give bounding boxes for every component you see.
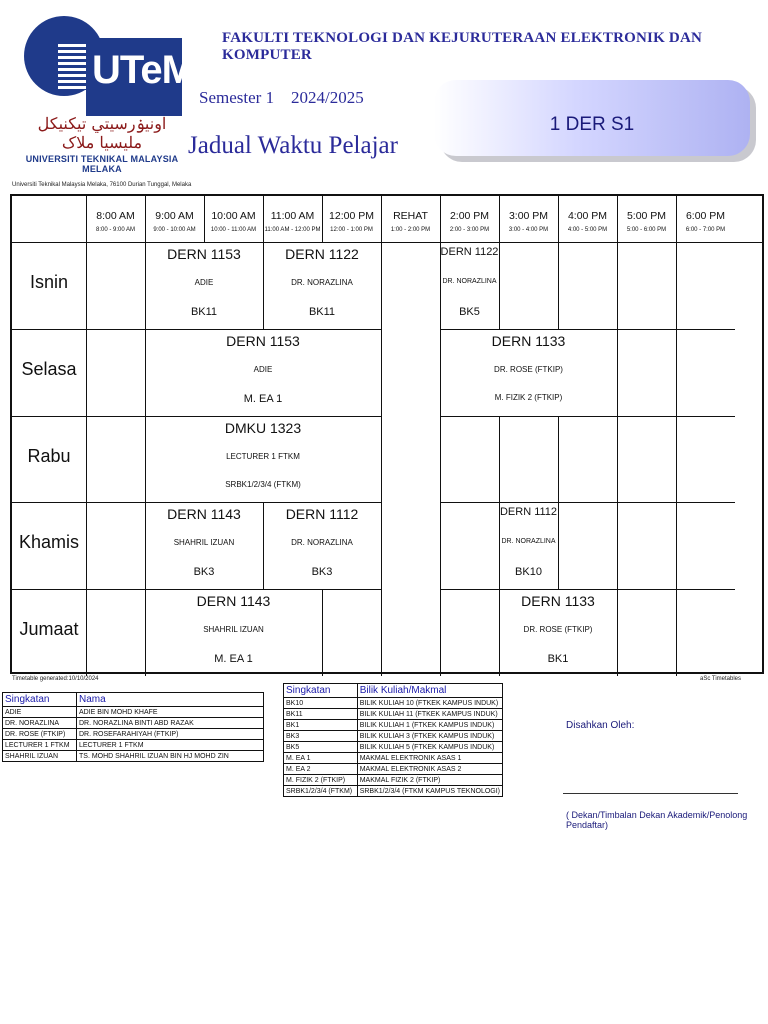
column-divider (322, 589, 323, 676)
column-divider (440, 502, 441, 589)
room-cell: BILIK KULIAH 3 (FTKEK KAMPUS INDUK) (357, 731, 502, 742)
slot-range-label: 4:00 - 5:00 PM (567, 227, 608, 233)
header-divider (12, 242, 762, 243)
abbr-cell: SHAHRIL IZUAN (3, 751, 77, 762)
table-row (3, 729, 264, 740)
column-divider (558, 242, 559, 329)
faculty-name: FAKULTI TEKNOLOGI DAN KEJURUTERAAN ELEKTRONIK DAN KOMPUTER (222, 30, 703, 63)
room-name: BK1 (547, 653, 569, 666)
course-code: DERN 1122 (285, 246, 359, 262)
room-name: SRBK1/2/3/4 (FTKM) (225, 479, 301, 489)
slot-range-label: 12:00 - 1:00 PM (330, 227, 373, 233)
room-cell: BILIK KULIAH 11 (FTKEK KAMPUS INDUK) (357, 709, 502, 720)
column-divider (558, 502, 559, 589)
column-divider (381, 242, 382, 329)
column-divider (676, 242, 677, 329)
column-divider (86, 196, 87, 242)
column-divider (558, 196, 559, 242)
table-row (284, 742, 503, 753)
software-credit: aSc Timetables (700, 676, 742, 682)
day-label: Khamis (18, 532, 80, 553)
name-cell: TS. MOHD SHAHRIL IZUAN BIN HJ MOHD ZIN (77, 751, 264, 762)
column-divider (86, 416, 87, 503)
room-name: BK10 (515, 566, 542, 579)
semester-label: Semester 1 (199, 88, 275, 107)
column-divider (86, 589, 87, 676)
column-divider (263, 196, 264, 242)
lecturer-name: SHAHRIL IZUAN (203, 625, 264, 635)
slot-range-label: 11:00 AM - 12:00 PM (264, 227, 321, 233)
course-code: DMKU 1323 (224, 419, 302, 436)
table-row (284, 720, 503, 731)
column-divider (381, 589, 382, 676)
room-name: BK11 (308, 306, 336, 318)
course-code: DERN 1122 (440, 246, 499, 258)
row-divider (440, 589, 735, 590)
lecturer-name: LECTURER 1 FTKM (226, 451, 300, 461)
column-header: Singkatan (284, 684, 358, 698)
room-cell: MAKMAL FIZIK 2 (FTKIP) (357, 775, 502, 786)
university-logo (22, 14, 194, 174)
slot-time-label: 3:00 PM (508, 210, 549, 222)
row-divider (12, 589, 381, 590)
university-address: Universiti Teknikal Malaysia Melaka, 76100 Durian Tunggal, Melaka (12, 182, 192, 188)
logo-box (86, 38, 194, 116)
course-code: DERN 1112 (499, 506, 558, 519)
abbr-cell: BK10 (284, 698, 358, 709)
row-divider (440, 416, 735, 417)
column-divider (440, 416, 441, 503)
abbr-cell: BK1 (284, 720, 358, 731)
slot-time-label: 4:00 PM (567, 210, 608, 222)
column-divider (145, 196, 146, 242)
slot-time-label: 6:00 PM (685, 210, 726, 222)
table-row (284, 698, 503, 709)
signatory-role: ( Dekan/Timbalan Dekan Akademik/Penolong Pendaftar) (566, 810, 748, 830)
column-divider (204, 196, 205, 242)
table-row (3, 707, 264, 718)
name-cell: ADIE BIN MOHD KHAFE (77, 707, 264, 718)
abbr-cell: M. FIZIK 2 (FTKIP) (284, 775, 358, 786)
abbr-cell: BK11 (284, 709, 358, 720)
column-divider (381, 196, 382, 242)
column-divider (86, 242, 87, 329)
day-label: Jumaat (19, 619, 79, 640)
abbr-cell: ADIE (3, 707, 77, 718)
lecturer-name: SHAHRIL IZUAN (173, 538, 235, 548)
room-cell: BILIK KULIAH 10 (FTKEK KAMPUS INDUK) (357, 698, 502, 709)
table-row (284, 753, 503, 764)
page-title: Jadual Waktu Pelajar (188, 132, 398, 159)
column-divider (617, 416, 618, 503)
lecturer-name: DR. NORAZLINA (442, 278, 497, 285)
lecturer-name: DR. NORAZLINA (291, 278, 353, 287)
slot-range-label: 1:00 - 2:00 PM (390, 227, 431, 233)
table-header-row (3, 693, 264, 707)
lecturer-name: DR. NORAZLINA (291, 538, 353, 548)
slot-time-label: 11:00 AM (270, 210, 315, 222)
column-divider (86, 502, 87, 589)
slot-time-label: 9:00 AM (155, 210, 194, 222)
room-name: BK5 (459, 306, 480, 318)
course-code: DERN 1133 (521, 593, 595, 610)
column-divider (617, 329, 618, 416)
room-name: M. EA 1 (214, 653, 253, 666)
room-name: BK11 (190, 306, 218, 318)
table-row (284, 731, 503, 742)
room-cell: MAKMAL ELEKTRONIK ASAS 2 (357, 764, 502, 775)
column-divider (676, 416, 677, 503)
column-divider (499, 196, 500, 242)
row-divider (12, 416, 381, 417)
table-row (284, 764, 503, 775)
slot-range-label: 9:00 - 10:00 AM (153, 227, 196, 233)
abbr-cell: BK3 (284, 731, 358, 742)
column-divider (440, 196, 441, 242)
signature-line (563, 793, 738, 794)
session-label: 2024/2025 (291, 88, 364, 107)
table-row (284, 786, 503, 797)
slot-time-label: 2:00 PM (449, 210, 490, 222)
course-code: DERN 1143 (196, 593, 271, 610)
slot-range-label: 2:00 - 3:00 PM (449, 227, 490, 233)
logo-abbr: UTeM (92, 48, 194, 92)
room-name: BK3 (311, 566, 333, 579)
column-divider (86, 329, 87, 416)
lecturer-name: ADIE (194, 278, 214, 287)
lecturer-name: DR. ROSE (FTKIP) (523, 625, 593, 635)
abbr-cell: DR. ROSE (FTKIP) (3, 729, 77, 740)
lecturer-name: ADIE (253, 364, 273, 374)
table-row (3, 740, 264, 751)
column-header: Nama (77, 693, 264, 707)
table-header-row (284, 684, 503, 698)
slot-range-label: 3:00 - 4:00 PM (508, 227, 549, 233)
lecturer-legend-table (2, 692, 264, 762)
column-divider (440, 589, 441, 676)
day-label: Selasa (21, 358, 77, 379)
room-name: BK3 (193, 566, 215, 579)
row-divider (440, 329, 735, 330)
column-divider (617, 196, 618, 242)
abbr-cell: DR. NORAZLINA (3, 718, 77, 729)
timetable-grid (10, 194, 764, 674)
column-divider (381, 329, 382, 416)
logo-jawi-text: اونيۏرسيتي تيکنيکل مليسيا ملاک (37, 114, 167, 152)
day-label: Rabu (27, 445, 71, 466)
row-divider (12, 329, 381, 330)
room-cell: BILIK KULIAH 5 (FTKEK KAMPUS INDUK) (357, 742, 502, 753)
course-code: DERN 1133 (491, 332, 566, 349)
approval-label: Disahkan Oleh: (566, 720, 635, 731)
logo-university-name: UNIVERSITI TEKNIKAL MALAYSIA MELAKA (25, 154, 179, 174)
room-cell: BILIK KULIAH 1 (FTKEK KAMPUS INDUK) (357, 720, 502, 731)
lecturer-name: DR. NORAZLINA (501, 538, 556, 546)
column-divider (617, 589, 618, 676)
abbr-cell: M. EA 1 (284, 753, 358, 764)
column-divider (558, 416, 559, 503)
slot-range-label: 10:00 - 11:00 AM (210, 227, 257, 233)
column-divider (676, 329, 677, 416)
slot-time-label: 8:00 AM (96, 210, 135, 222)
slot-range-label: 6:00 - 7:00 PM (685, 227, 726, 233)
name-cell: DR. ROSEFARAHIYAH (FTKIP) (77, 729, 264, 740)
name-cell: LECTURER 1 FTKM (77, 740, 264, 751)
room-cell: SRBK1/2/3/4 (FTKM KAMPUS TEKNOLOGI) (357, 786, 502, 797)
row-divider (12, 502, 381, 503)
table-row (284, 709, 503, 720)
slot-time-label: 12:00 PM (329, 210, 374, 222)
course-code: DERN 1153 (167, 246, 241, 262)
room-legend-table (283, 683, 503, 797)
abbr-cell: LECTURER 1 FTKM (3, 740, 77, 751)
column-divider (322, 196, 323, 242)
column-divider (676, 502, 677, 589)
column-divider (499, 242, 500, 329)
column-header: Bilik Kuliah/Makmal (357, 684, 502, 698)
course-code: DERN 1153 (226, 332, 300, 349)
generated-date: Timetable generated:10/10/2024 (12, 676, 99, 682)
name-cell: DR. NORAZLINA BINTI ABD RAZAK (77, 718, 264, 729)
slot-range-label: 8:00 - 9:00 AM (95, 227, 136, 233)
column-divider (676, 589, 677, 676)
abbr-cell: BK5 (284, 742, 358, 753)
room-cell: MAKMAL ELEKTRONIK ASAS 1 (357, 753, 502, 764)
column-divider (381, 416, 382, 503)
slot-time-label: REHAT (393, 210, 428, 222)
column-divider (676, 196, 677, 242)
slot-time-label: 5:00 PM (626, 210, 667, 222)
column-divider (617, 242, 618, 329)
column-divider (499, 416, 500, 503)
day-label: Isnin (29, 272, 69, 292)
slot-range-label: 5:00 - 6:00 PM (626, 227, 667, 233)
table-row (284, 775, 503, 786)
course-code: DERN 1112 (285, 506, 359, 523)
row-divider (440, 502, 735, 503)
lecturer-name: DR. ROSE (FTKIP) (494, 364, 563, 374)
room-name: M. FIZIK 2 (FTKIP) (494, 392, 563, 402)
room-name: M. EA 1 (243, 392, 283, 405)
abbr-cell: M. EA 2 (284, 764, 358, 775)
slot-time-label: 10:00 AM (211, 210, 256, 222)
course-code: DERN 1143 (167, 506, 241, 523)
class-name: 1 DER S1 (549, 114, 635, 135)
column-divider (617, 502, 618, 589)
abbr-cell: SRBK1/2/3/4 (FTKM) (284, 786, 358, 797)
column-header: Singkatan (3, 693, 77, 707)
column-divider (381, 502, 382, 589)
table-row (3, 751, 264, 762)
table-row (3, 718, 264, 729)
